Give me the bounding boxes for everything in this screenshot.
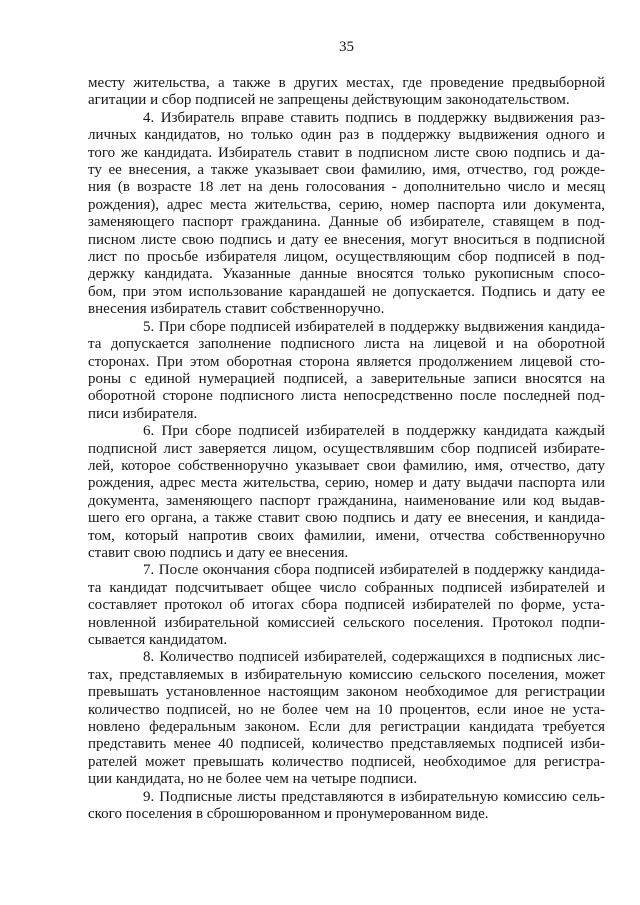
- text-line: роны с единой нумерацией подписей, а заверительные записи вносятся на: [88, 370, 605, 387]
- text-line: рождения), адрес места жительства, серию, номер паспорта или документа,: [88, 196, 605, 213]
- text-line: писи избирателя.: [88, 405, 198, 422]
- text-line: внесения избиратель ставит собственноручно.: [88, 301, 385, 318]
- text-line: рождения, адрес места жительства, серию, номер и дату выдачи паспорта или: [88, 475, 605, 492]
- paragraph-7: [88, 562, 605, 649]
- paragraph-8: [88, 649, 605, 788]
- text-line: лист по просьбе избирателя лицом, осуществляющим сбор подписей в под-: [88, 249, 605, 266]
- text-line: лей, которое собственноручно указывает свои фамилию, имя, отчество, дату: [88, 457, 605, 474]
- text-line: ту ее внесения, а также указывает свои фамилию, имя, отчество, год рожде-: [88, 162, 605, 179]
- text-line: превышать установленное настоящим законом необходимое для регистрации: [88, 684, 605, 701]
- text-line: новленной избирательной комиссией сельского поселения. Протокол подпи-: [88, 614, 605, 631]
- text-line: заменяющего паспорт гражданина. Данные об избирателе, ставящем в под-: [88, 214, 605, 231]
- text-line: личных кандидатов, но только один раз в поддержку выдвижения одного и: [88, 127, 605, 144]
- text-line: 6. При сборе подписей избирателей в поддержку кандидата каждый: [143, 423, 605, 440]
- text-line: составляет протокол об итогах сбора подписей избирателей по форме, уста-: [88, 597, 605, 614]
- text-line: 7. После окончания сбора подписей избирателей в поддержку кандида-: [143, 562, 605, 579]
- text-line: сторонах. При этом оборотная сторона является продолжением лицевой сто-: [88, 353, 605, 370]
- text-line: держку кандидата. Указанные данные вносятся только рукописным спосо-: [88, 266, 605, 283]
- text-line: того же кандидата. Избиратель ставит в подписном листе свою подпись и да-: [88, 144, 605, 161]
- text-line: 8. Количество подписей избирателей, содержащихся в подписных лис-: [143, 649, 605, 666]
- paragraph-9: [88, 789, 605, 824]
- text-line: 9. Подписные листы представляются в избирательную комиссию сель-: [143, 788, 605, 805]
- text-line: тах, представляемых в избирательную комиссию сельского поселения, может: [88, 666, 605, 683]
- text-line: сывается кандидатом.: [88, 632, 228, 648]
- document-body: [88, 75, 605, 823]
- paragraph-5: [88, 319, 605, 423]
- text-line: писном листе свою подпись и дату ее внесения, могут вноситься в подписной: [88, 231, 605, 248]
- text-line: новлено федеральным законом. Если для регистрации кандидата требуется: [88, 719, 605, 736]
- paragraph-4: [88, 110, 605, 319]
- text-line: 5. При сборе подписей избирателей в поддержку выдвижения кандида-: [143, 318, 605, 335]
- text-line: шего его органа, а также ставит свою подпись и дату ее внесения, и кандида-: [88, 510, 605, 527]
- text-line: ния (в возрасте 18 лет на день голосования - дополнительно число и месяц: [88, 179, 605, 196]
- text-line: ставит свою подпись и дату ее внесения.: [88, 544, 349, 561]
- text-line: подписной лист заверяется лицом, осуществлявшим сбор подписей избирате-: [88, 440, 605, 457]
- paragraph-6: [88, 423, 605, 562]
- text-line: представить менее 40 подписей, количество представляемых подписей изби-: [88, 736, 605, 753]
- text-line: документа, заменяющего паспорт гражданина, наименование или код выдав-: [88, 492, 605, 509]
- page-number: 35: [339, 39, 354, 55]
- text-line: оборотной стороне подписного листа непосредственно после последней под-: [88, 388, 605, 405]
- text-line: ского поселения в сброшюрованном и пронумерованном виде.: [88, 806, 489, 823]
- paragraph-continuation: [88, 75, 605, 110]
- text-line: 4. Избиратель вправе ставить подпись в поддержку выдвижения раз-: [143, 109, 605, 126]
- text-line: бом, при этом использование карандашей не допускается. Подпись и дату ее: [88, 283, 605, 300]
- text-line: количество подписей, но не более чем на 10 процентов, если иное не уста-: [88, 701, 605, 718]
- text-line: та допускается заполнение подписного листа на лицевой и на оборотной: [88, 336, 605, 353]
- text-line: ции кандидата, но не более чем на четыре подписи.: [88, 771, 418, 788]
- text-line: том, который напротив своих фамилии, имени, отчества собственноручно: [88, 527, 605, 544]
- text-line: месту жительства, а также в других местах, где проведение предвыборной: [88, 75, 605, 91]
- text-line: рателей может превышать количество подписей, необходимое для регистра-: [88, 753, 605, 770]
- text-line: агитации и сбор подписей не запрещены действующим законодательством.: [88, 92, 570, 109]
- text-line: та кандидат подсчитывает общее число собранных подписей избирателей и: [88, 579, 605, 596]
